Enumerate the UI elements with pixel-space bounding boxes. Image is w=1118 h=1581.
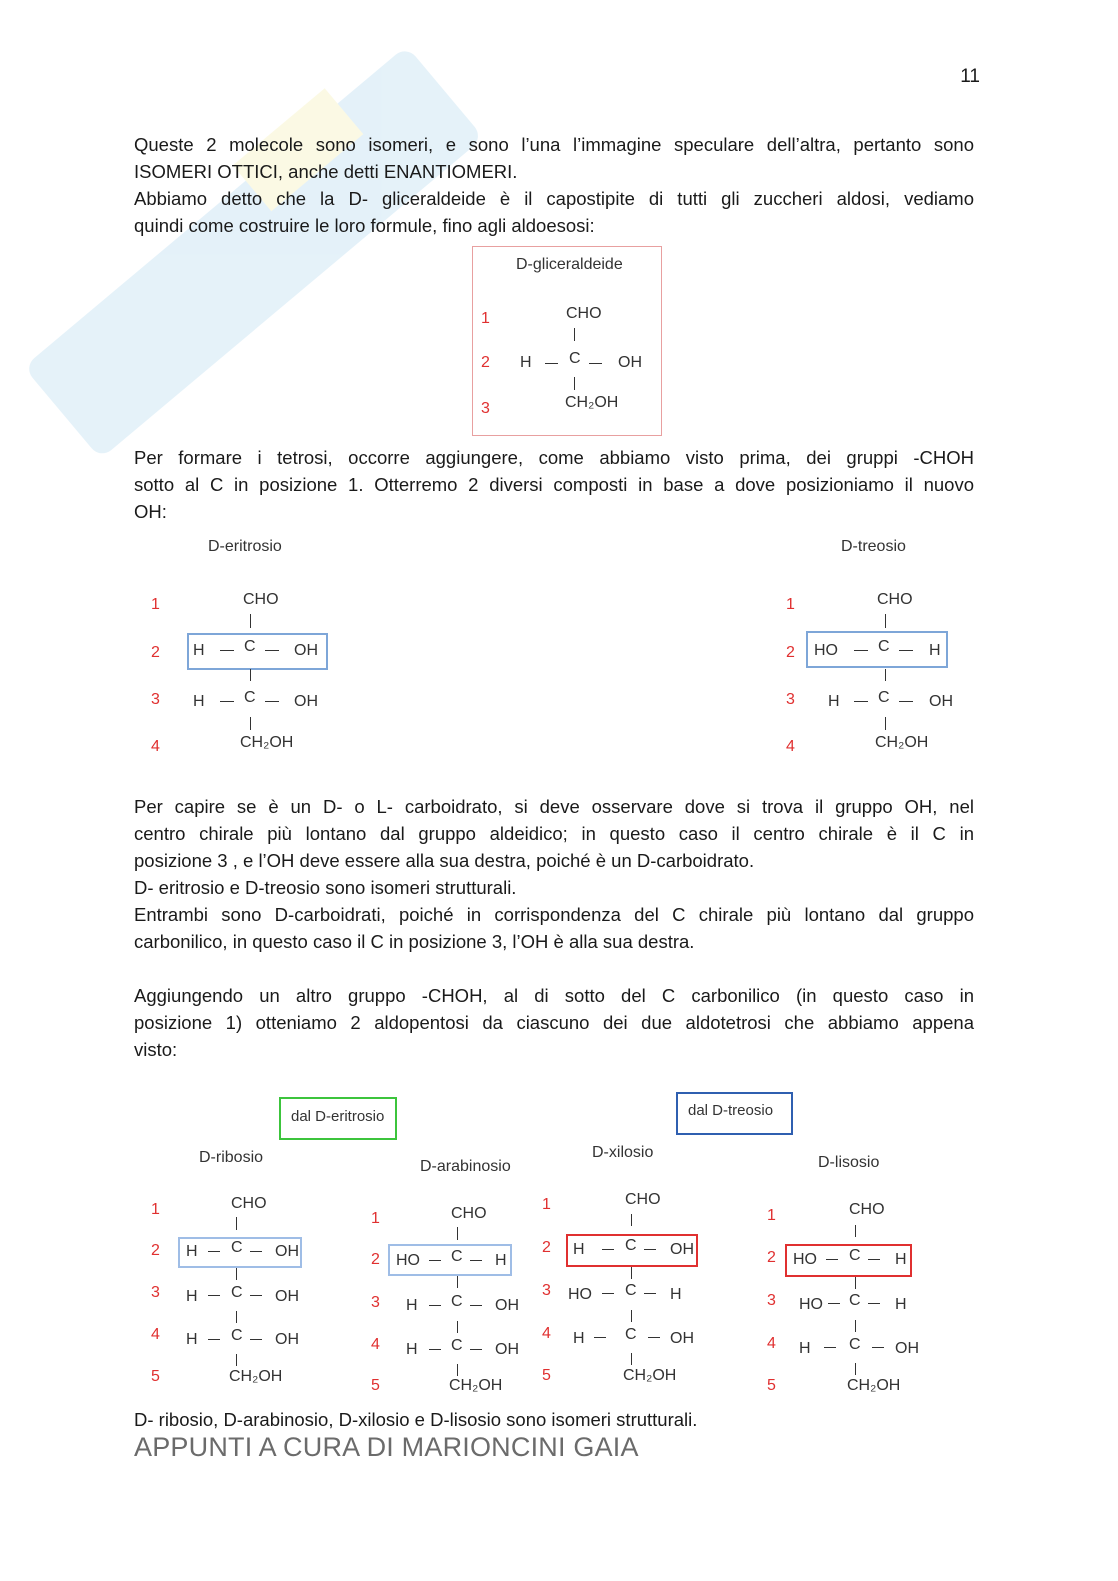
formula-right: OH [929, 693, 953, 710]
bond-horizontal [265, 650, 279, 651]
bond-vertical [855, 1320, 856, 1332]
formula-left: H [799, 1340, 811, 1357]
text-line: centro chirale più lontano dal gruppo aldeidico; in questo caso il centro chirale è il C in [134, 823, 974, 844]
carbon-number: 4 [786, 738, 795, 755]
bond-vertical [250, 669, 251, 681]
bond-horizontal [644, 1249, 656, 1250]
diagram-title: D-eritrosio [208, 538, 282, 555]
formula-carbon: C [451, 1337, 463, 1354]
formula-right: H [670, 1286, 682, 1303]
carbon-number: 5 [371, 1377, 380, 1394]
formula-right: OH [275, 1331, 299, 1348]
formula-right: OH [618, 354, 642, 371]
text-line: sotto al C in posizione 1. Otterremo 2 diversi composti in base a dove posizioniamo il nuovo [134, 474, 974, 495]
formula-right: H [929, 642, 941, 659]
bond-vertical [885, 614, 886, 628]
text-line: Entrambi sono D-carboidrati, poiché in corrispondenza del C chirale più lontano dal gruppo [134, 904, 974, 925]
bond-vertical [457, 1276, 458, 1288]
bond-vertical [236, 1268, 237, 1280]
carbon-number: 1 [767, 1207, 776, 1224]
carbon-number: 2 [371, 1251, 380, 1268]
diagram-title: D-gliceraldeide [516, 256, 623, 273]
diagram-lisosio [758, 1150, 938, 1400]
bond-horizontal [854, 650, 868, 651]
formula-left: H [186, 1288, 198, 1305]
bond-vertical [631, 1310, 632, 1322]
bond-vertical [250, 717, 251, 730]
carbon-number: 2 [786, 644, 795, 661]
bond-horizontal [220, 701, 234, 702]
formula-right: OH [294, 642, 318, 659]
carbon-number: 3 [542, 1282, 551, 1299]
diagram-title: D-lisosio [818, 1154, 880, 1171]
formula-left: H [406, 1297, 418, 1314]
formula-top: CHO [877, 591, 913, 608]
formula-carbon: C [231, 1327, 243, 1344]
formula-top: CHO [451, 1205, 487, 1222]
formula-carbon: C [625, 1326, 637, 1343]
text-line: D- ribosio, D-arabinosio, D-xilosio e D-lisosio sono isomeri strutturali. [134, 1409, 698, 1430]
text-line: ISOMERI OTTICI, anche detti ENANTIOMERI. [134, 161, 518, 182]
bond-vertical [574, 377, 575, 390]
formula-carbon: C [451, 1293, 463, 1310]
diagram-title: D-xilosio [592, 1144, 654, 1161]
formula-carbon: C [231, 1239, 243, 1256]
bond-vertical [631, 1353, 632, 1365]
text-line: carbonilico, in questo caso il C in posizione 3, l’OH è alla sua destra. [134, 931, 695, 952]
bond-vertical [457, 1321, 458, 1333]
text-line: quindi come costruire le loro formule, fino agli aldoesosi: [134, 215, 595, 236]
formula-top: CHO [231, 1195, 267, 1212]
bond-vertical [236, 1311, 237, 1323]
bond-vertical [236, 1217, 237, 1230]
formula-right: OH [670, 1330, 694, 1347]
page-number: 11 [960, 66, 980, 87]
carbon-number: 4 [151, 1326, 160, 1343]
text-line: D- eritrosio e D-treosio sono isomeri strutturali. [134, 877, 517, 898]
formula-top: CHO [849, 1201, 885, 1218]
formula-carbon: C [244, 638, 256, 655]
text-line: posizione 3 , e l’OH deve essere alla sua destra, poiché è un D-carboidrato. [134, 850, 755, 871]
formula-carbon: C [244, 689, 256, 706]
bond-horizontal [824, 1347, 836, 1348]
carbon-number: 5 [767, 1377, 776, 1394]
bond-horizontal [868, 1303, 880, 1304]
bond-horizontal [429, 1305, 441, 1306]
bond-vertical [631, 1214, 632, 1226]
bond-vertical [250, 614, 251, 628]
text-line: Abbiamo detto che la D- gliceraldeide è il capostipite di tutti gli zuccheri aldosi, vediamo [134, 188, 974, 209]
carbon-number: 4 [767, 1335, 776, 1352]
carbon-number: 3 [786, 691, 795, 708]
bond-horizontal [594, 1337, 606, 1338]
carbon-number: 2 [151, 1242, 160, 1259]
bond-horizontal [868, 1259, 880, 1260]
formula-right: H [895, 1296, 907, 1313]
formula-bottom: CH₂OH [449, 1377, 503, 1394]
formula-top: CHO [243, 591, 279, 608]
bond-horizontal [589, 363, 602, 364]
carbon-number: 4 [151, 738, 160, 755]
bond-horizontal [250, 1339, 262, 1340]
bond-vertical [855, 1277, 856, 1289]
bond-horizontal [208, 1295, 220, 1296]
carbon-number: 3 [371, 1294, 380, 1311]
text-line: Aggiungendo un altro gruppo -CHOH, al di sotto del C carbonilico (in questo caso in [134, 985, 974, 1006]
formula-left: H [573, 1330, 585, 1347]
formula-bottom: CH₂OH [229, 1368, 283, 1385]
formula-carbon: C [849, 1247, 861, 1264]
formula-carbon: C [451, 1248, 463, 1265]
formula-left: HO [396, 1252, 420, 1269]
formula-left: HO [793, 1251, 817, 1268]
formula-left: H [193, 693, 205, 710]
carbon-number: 4 [542, 1325, 551, 1342]
bond-vertical [457, 1364, 458, 1376]
bond-horizontal [545, 363, 558, 364]
text-line: Per capire se è un D- o L- carboidrato, si deve osservare dove si trova il gruppo OH, nel [134, 796, 974, 817]
bond-vertical [855, 1225, 856, 1237]
formula-left: H [520, 354, 532, 371]
bond-horizontal [265, 701, 279, 702]
bond-horizontal [899, 701, 913, 702]
text-line: OH: [134, 501, 167, 522]
formula-left: H [828, 693, 840, 710]
footer-author: APPUNTI A CURA DI MARIONCINI GAIA [134, 1432, 639, 1462]
formula-carbon: C [569, 350, 581, 367]
diagram-title: D-treosio [841, 538, 906, 555]
carbon-number: 5 [542, 1367, 551, 1384]
formula-right: OH [670, 1241, 694, 1258]
bond-horizontal [828, 1303, 840, 1304]
formula-left: HO [568, 1286, 592, 1303]
bond-horizontal [602, 1293, 614, 1294]
carbon-number: 4 [371, 1336, 380, 1353]
formula-carbon: C [231, 1284, 243, 1301]
formula-bottom: CH₂OH [240, 734, 294, 751]
text-line: Per formare i tetrosi, occorre aggiungere, come abbiamo visto prima, dei gruppi -CHOH [134, 447, 974, 468]
carbon-number: 1 [542, 1196, 551, 1213]
paragraph-summary [134, 1406, 974, 1433]
formula-carbon: C [878, 689, 890, 706]
bond-horizontal [648, 1337, 660, 1338]
bond-horizontal [470, 1305, 482, 1306]
formula-right: OH [495, 1297, 519, 1314]
paragraph-d-l [134, 793, 974, 955]
diagram-title: D-ribosio [199, 1149, 264, 1166]
carbon-number: 3 [151, 691, 160, 708]
diagram-treosio [774, 532, 994, 762]
diagram-gliceraldeide [472, 246, 662, 436]
source-label-treosio: dal D-treosio [676, 1092, 793, 1135]
bond-horizontal [250, 1295, 262, 1296]
carbon-number: 3 [767, 1292, 776, 1309]
carbon-number: 1 [786, 596, 795, 613]
formula-right: OH [495, 1341, 519, 1358]
formula-right: OH [294, 693, 318, 710]
bond-horizontal [250, 1251, 262, 1252]
bond-vertical [855, 1363, 856, 1375]
bond-horizontal [644, 1293, 656, 1294]
formula-carbon: C [625, 1282, 637, 1299]
carbon-number: 3 [481, 400, 490, 417]
formula-left: HO [799, 1296, 823, 1313]
formula-carbon: C [625, 1237, 637, 1254]
bond-horizontal [872, 1347, 884, 1348]
paragraph-pentosi [134, 982, 974, 1063]
carbon-number: 5 [151, 1368, 160, 1385]
bond-horizontal [899, 650, 913, 651]
bond-vertical [631, 1267, 632, 1279]
formula-left: H [573, 1241, 585, 1258]
formula-bottom: CH₂OH [875, 734, 929, 751]
formula-carbon: C [878, 638, 890, 655]
formula-right: OH [895, 1340, 919, 1357]
formula-left: H [186, 1243, 198, 1260]
bond-horizontal [602, 1249, 614, 1250]
diagram-title: D-arabinosio [420, 1158, 511, 1175]
diagram-arabinosio [362, 1155, 542, 1400]
formula-right: H [495, 1252, 507, 1269]
text-line: Queste 2 molecole sono isomeri, e sono l’una l’immagine speculare dell’altra, pertanto sono [134, 134, 974, 155]
paragraph-intro [134, 131, 974, 239]
formula-left: HO [814, 642, 838, 659]
carbon-number: 1 [481, 310, 490, 327]
formula-right: OH [275, 1243, 299, 1260]
bond-horizontal [854, 701, 868, 702]
formula-carbon: C [849, 1292, 861, 1309]
bond-vertical [457, 1227, 458, 1240]
bond-horizontal [208, 1251, 220, 1252]
bond-horizontal [826, 1259, 838, 1260]
carbon-number: 3 [151, 1284, 160, 1301]
carbon-number: 1 [151, 596, 160, 613]
formula-right: OH [275, 1288, 299, 1305]
diagram-eritrosio [140, 532, 360, 762]
paragraph-tetrosi [134, 444, 974, 525]
watermark-logo [0, 0, 520, 520]
carbon-number: 2 [767, 1249, 776, 1266]
formula-bottom: CH₂OH [565, 394, 619, 411]
carbon-number: 2 [481, 354, 490, 371]
bond-horizontal [220, 650, 234, 651]
carbon-number: 1 [151, 1201, 160, 1218]
bond-horizontal [208, 1339, 220, 1340]
bond-horizontal [470, 1349, 482, 1350]
diagram-ribosio [140, 1145, 320, 1395]
formula-bottom: CH₂OH [623, 1367, 677, 1384]
text-line: visto: [134, 1039, 178, 1060]
formula-top: CHO [566, 305, 602, 322]
bond-vertical [236, 1354, 237, 1366]
diagram-xilosio [534, 1140, 714, 1390]
bond-vertical [574, 328, 575, 341]
bond-vertical [885, 669, 886, 681]
formula-left: H [186, 1331, 198, 1348]
formula-bottom: CH₂OH [847, 1377, 901, 1394]
formula-left: H [193, 642, 205, 659]
formula-carbon: C [849, 1336, 861, 1353]
bond-horizontal [470, 1260, 482, 1261]
text-line: posizione 1) otteniamo 2 aldopentosi da ciascuno dei due aldotetrosi che abbiamo appena [134, 1012, 974, 1033]
carbon-number: 2 [542, 1239, 551, 1256]
bond-vertical [885, 717, 886, 730]
formula-left: H [406, 1341, 418, 1358]
formula-right: H [895, 1251, 907, 1268]
bond-horizontal [429, 1260, 441, 1261]
bond-horizontal [429, 1349, 441, 1350]
source-label-eritrosio: dal D-eritrosio [279, 1097, 397, 1140]
formula-top: CHO [625, 1191, 661, 1208]
carbon-number: 1 [371, 1210, 380, 1227]
carbon-number: 2 [151, 644, 160, 661]
